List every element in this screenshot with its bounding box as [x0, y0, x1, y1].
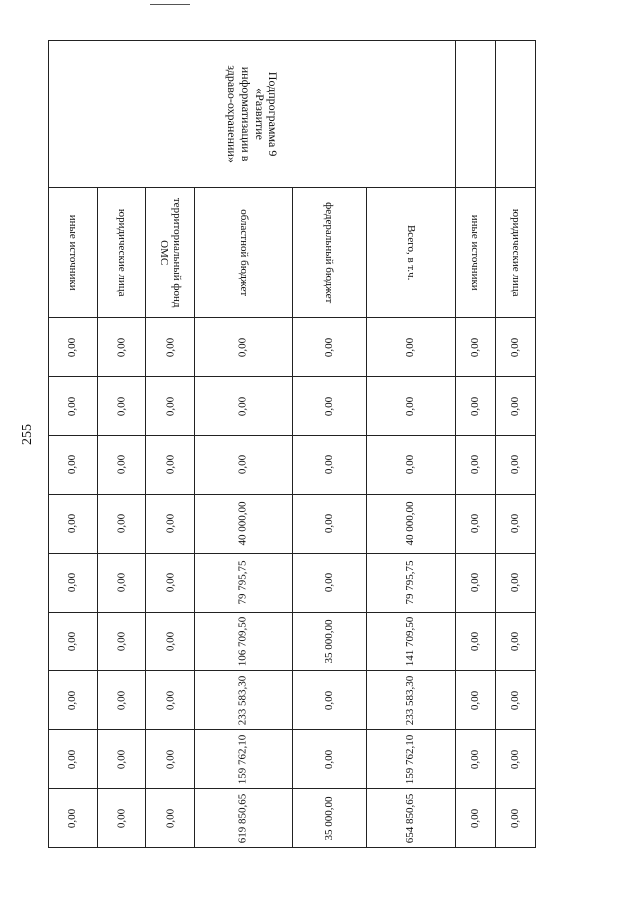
- source-label: иные источники: [455, 188, 495, 318]
- value-cell: 0,00: [146, 789, 195, 848]
- value-cell: 0,00: [455, 377, 495, 436]
- value-cell: 0,00: [146, 553, 195, 612]
- value-cell: 0,00: [455, 612, 495, 671]
- value-cell: 0,00: [49, 671, 98, 730]
- value-cell: 0,00: [292, 318, 366, 377]
- value-cell: 0,00: [97, 612, 146, 671]
- source-label: юридические лица: [495, 188, 535, 318]
- source-label: областной бюджет: [195, 188, 292, 318]
- value-cell: 0,00: [49, 789, 98, 848]
- empty-cell: [455, 41, 495, 188]
- value-cell: 0,00: [495, 671, 535, 730]
- value-cell: 0,00: [97, 553, 146, 612]
- empty-cell: [495, 41, 535, 188]
- source-label: иные источники: [49, 188, 98, 318]
- value-cell: 0,00: [292, 730, 366, 789]
- value-cell: 0,00: [292, 494, 366, 553]
- value-cell: 0,00: [495, 494, 535, 553]
- value-cell: 0,00: [455, 435, 495, 494]
- value-cell: 0,00: [49, 612, 98, 671]
- value-cell: 0,00: [292, 377, 366, 436]
- value-cell: 0,00: [49, 377, 98, 436]
- value-cell: 0,00: [495, 318, 535, 377]
- page-number: 255: [20, 424, 35, 445]
- value-cell: 0,00: [146, 435, 195, 494]
- value-cell: 0,00: [146, 671, 195, 730]
- budget-table: [48, 40, 536, 848]
- value-cell: 0,00: [97, 377, 146, 436]
- value-cell: 106 709,50: [195, 612, 292, 671]
- value-cell: 0,00: [97, 789, 146, 848]
- value-cell: 0,00: [366, 318, 455, 377]
- value-cell: 0,00: [495, 553, 535, 612]
- value-cell: 0,00: [195, 318, 292, 377]
- value-cell: 0,00: [455, 789, 495, 848]
- value-cell: 0,00: [146, 612, 195, 671]
- value-cell: 159 762,10: [366, 730, 455, 789]
- value-cell: 0,00: [146, 377, 195, 436]
- value-cell: 233 583,30: [195, 671, 292, 730]
- value-cell: 0,00: [97, 671, 146, 730]
- value-cell: 159 762,10: [195, 730, 292, 789]
- value-cell: 0,00: [195, 435, 292, 494]
- value-cell: 0,00: [49, 318, 98, 377]
- value-cell: 35 000,00: [292, 612, 366, 671]
- value-cell: 40 000,00: [366, 494, 455, 553]
- value-cell: 0,00: [146, 494, 195, 553]
- value-cell: 0,00: [195, 377, 292, 436]
- value-cell: 0,00: [455, 318, 495, 377]
- value-cell: 233 583,30: [366, 671, 455, 730]
- program-title: Подпрограмма 9 «Развитие информатизации в здраво-охранении»: [49, 41, 456, 188]
- source-label: Всего, в т.ч.: [366, 188, 455, 318]
- value-cell: 0,00: [292, 435, 366, 494]
- source-label: территориальный фонд ОМС: [146, 188, 195, 318]
- value-cell: 0,00: [495, 435, 535, 494]
- value-cell: 0,00: [495, 377, 535, 436]
- source-label: юридические лица: [97, 188, 146, 318]
- value-cell: 40 000,00: [195, 494, 292, 553]
- value-cell: 654 850,65: [366, 789, 455, 848]
- value-cell: 0,00: [366, 377, 455, 436]
- value-cell: 0,00: [49, 553, 98, 612]
- table-row: [366, 41, 455, 848]
- table-wrapper: [48, 40, 536, 848]
- value-cell: 0,00: [49, 730, 98, 789]
- value-cell: 0,00: [455, 730, 495, 789]
- value-cell: 0,00: [292, 553, 366, 612]
- value-cell: 0,00: [97, 435, 146, 494]
- value-cell: 0,00: [97, 318, 146, 377]
- value-cell: 0,00: [292, 671, 366, 730]
- value-cell: 0,00: [455, 671, 495, 730]
- value-cell: 0,00: [97, 730, 146, 789]
- value-cell: 0,00: [495, 730, 535, 789]
- value-cell: 0,00: [455, 553, 495, 612]
- scan-mark: [150, 0, 190, 5]
- table-row: [455, 41, 495, 848]
- value-cell: 619 850,65: [195, 789, 292, 848]
- value-cell: 0,00: [97, 494, 146, 553]
- source-label: федеральный бюджет: [292, 188, 366, 318]
- value-cell: 35 000,00: [292, 789, 366, 848]
- value-cell: 0,00: [495, 789, 535, 848]
- value-cell: 0,00: [49, 494, 98, 553]
- table-row: [495, 41, 535, 848]
- value-cell: 141 709,50: [366, 612, 455, 671]
- value-cell: 0,00: [495, 612, 535, 671]
- value-cell: 0,00: [146, 318, 195, 377]
- value-cell: 79 795,75: [366, 553, 455, 612]
- value-cell: 0,00: [146, 730, 195, 789]
- value-cell: 0,00: [366, 435, 455, 494]
- value-cell: 79 795,75: [195, 553, 292, 612]
- value-cell: 0,00: [455, 494, 495, 553]
- rotated-table-container: [48, 40, 536, 848]
- value-cell: 0,00: [49, 435, 98, 494]
